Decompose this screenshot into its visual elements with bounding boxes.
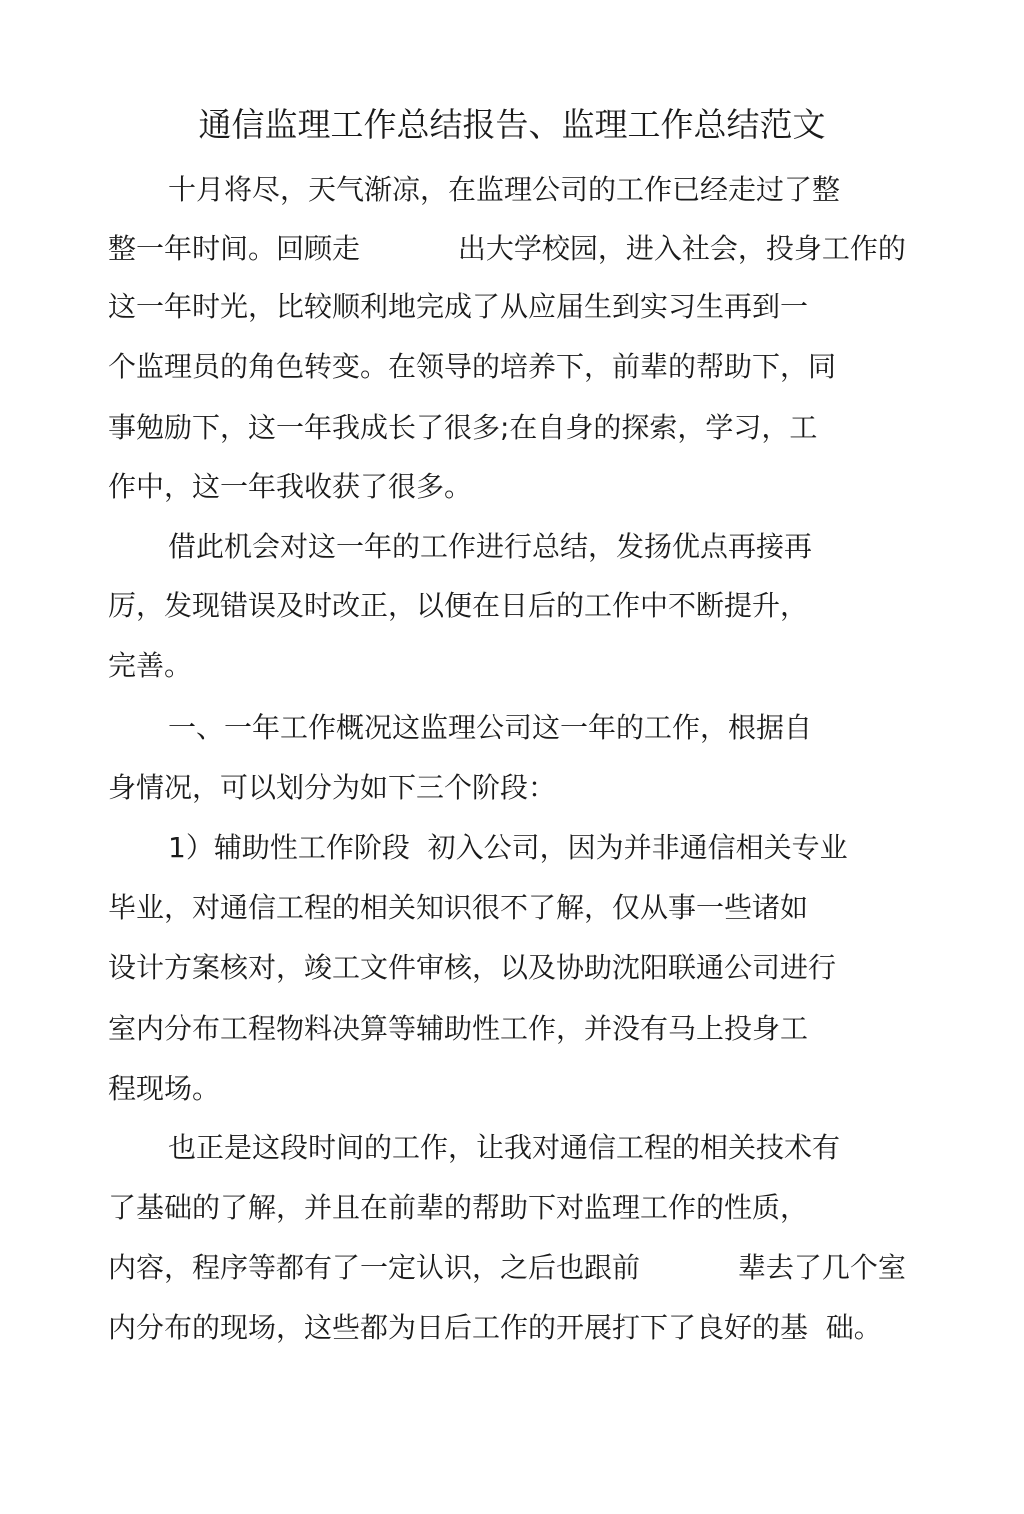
- paragraph-line: 设计方案核对，竣工文件审核，以及协助沈阳联通公司进行: [108, 951, 837, 984]
- paragraph-line: 程现场。: [108, 1072, 221, 1105]
- paragraph-line: 也正是这段时间的工作，让我对通信工程的相关技术有: [168, 1131, 841, 1164]
- paragraph-line: 内分布的现场，这些都为日后工作的开展打下了良好的基 础。: [108, 1311, 882, 1344]
- paragraph-line: 完善。: [108, 649, 193, 682]
- section-heading-line: 一、一年工作概况这监理公司这一年的工作，根据自: [168, 711, 813, 744]
- paragraph-line: 了基础的了解，并且在前辈的帮助下对监理工作的性质，: [108, 1191, 809, 1224]
- paragraph-line: 十月将尽，天气渐凉，在监理公司的工作已经走过了整: [168, 173, 841, 206]
- paragraph-line: 室内分布工程物料决算等辅助性工作，并没有马上投身工: [108, 1012, 809, 1045]
- paragraph-line: 借此机会对这一年的工作进行总结，发扬优点再接再: [168, 530, 813, 563]
- paragraph-line: 事勉励下，这一年我成长了很多;在自身的探索，学习，工: [108, 411, 818, 444]
- paragraph-line: 身情况，可以划分为如下三个阶段：: [108, 771, 557, 804]
- paragraph-line: 作中，这一年我收获了很多。: [108, 470, 473, 503]
- paragraph-line: 整一年时间。回顾走 出大学校园，进入社会，投身工作的: [108, 232, 906, 265]
- paragraph-line: 这一年时光，比较顺利地完成了从应届生到实习生再到一: [108, 290, 809, 323]
- paragraph-line: 内容，程序等都有了一定认识，之后也跟前 辈去了几个室: [108, 1251, 906, 1284]
- paragraph-line: 毕业，对通信工程的相关知识很不了解，仅从事一些诸如: [108, 891, 809, 924]
- document-title: 通信监理工作总结报告、监理工作总结范文: [198, 105, 826, 144]
- list-item-line: 1）辅助性工作阶段 初入公司，因为并非通信相关专业: [168, 831, 848, 864]
- paragraph-line: 厉，发现错误及时改正，以便在日后的工作中不断提升，: [108, 589, 809, 622]
- paragraph-line: 个监理员的角色转变。在领导的培养下，前辈的帮助下，同: [108, 350, 837, 383]
